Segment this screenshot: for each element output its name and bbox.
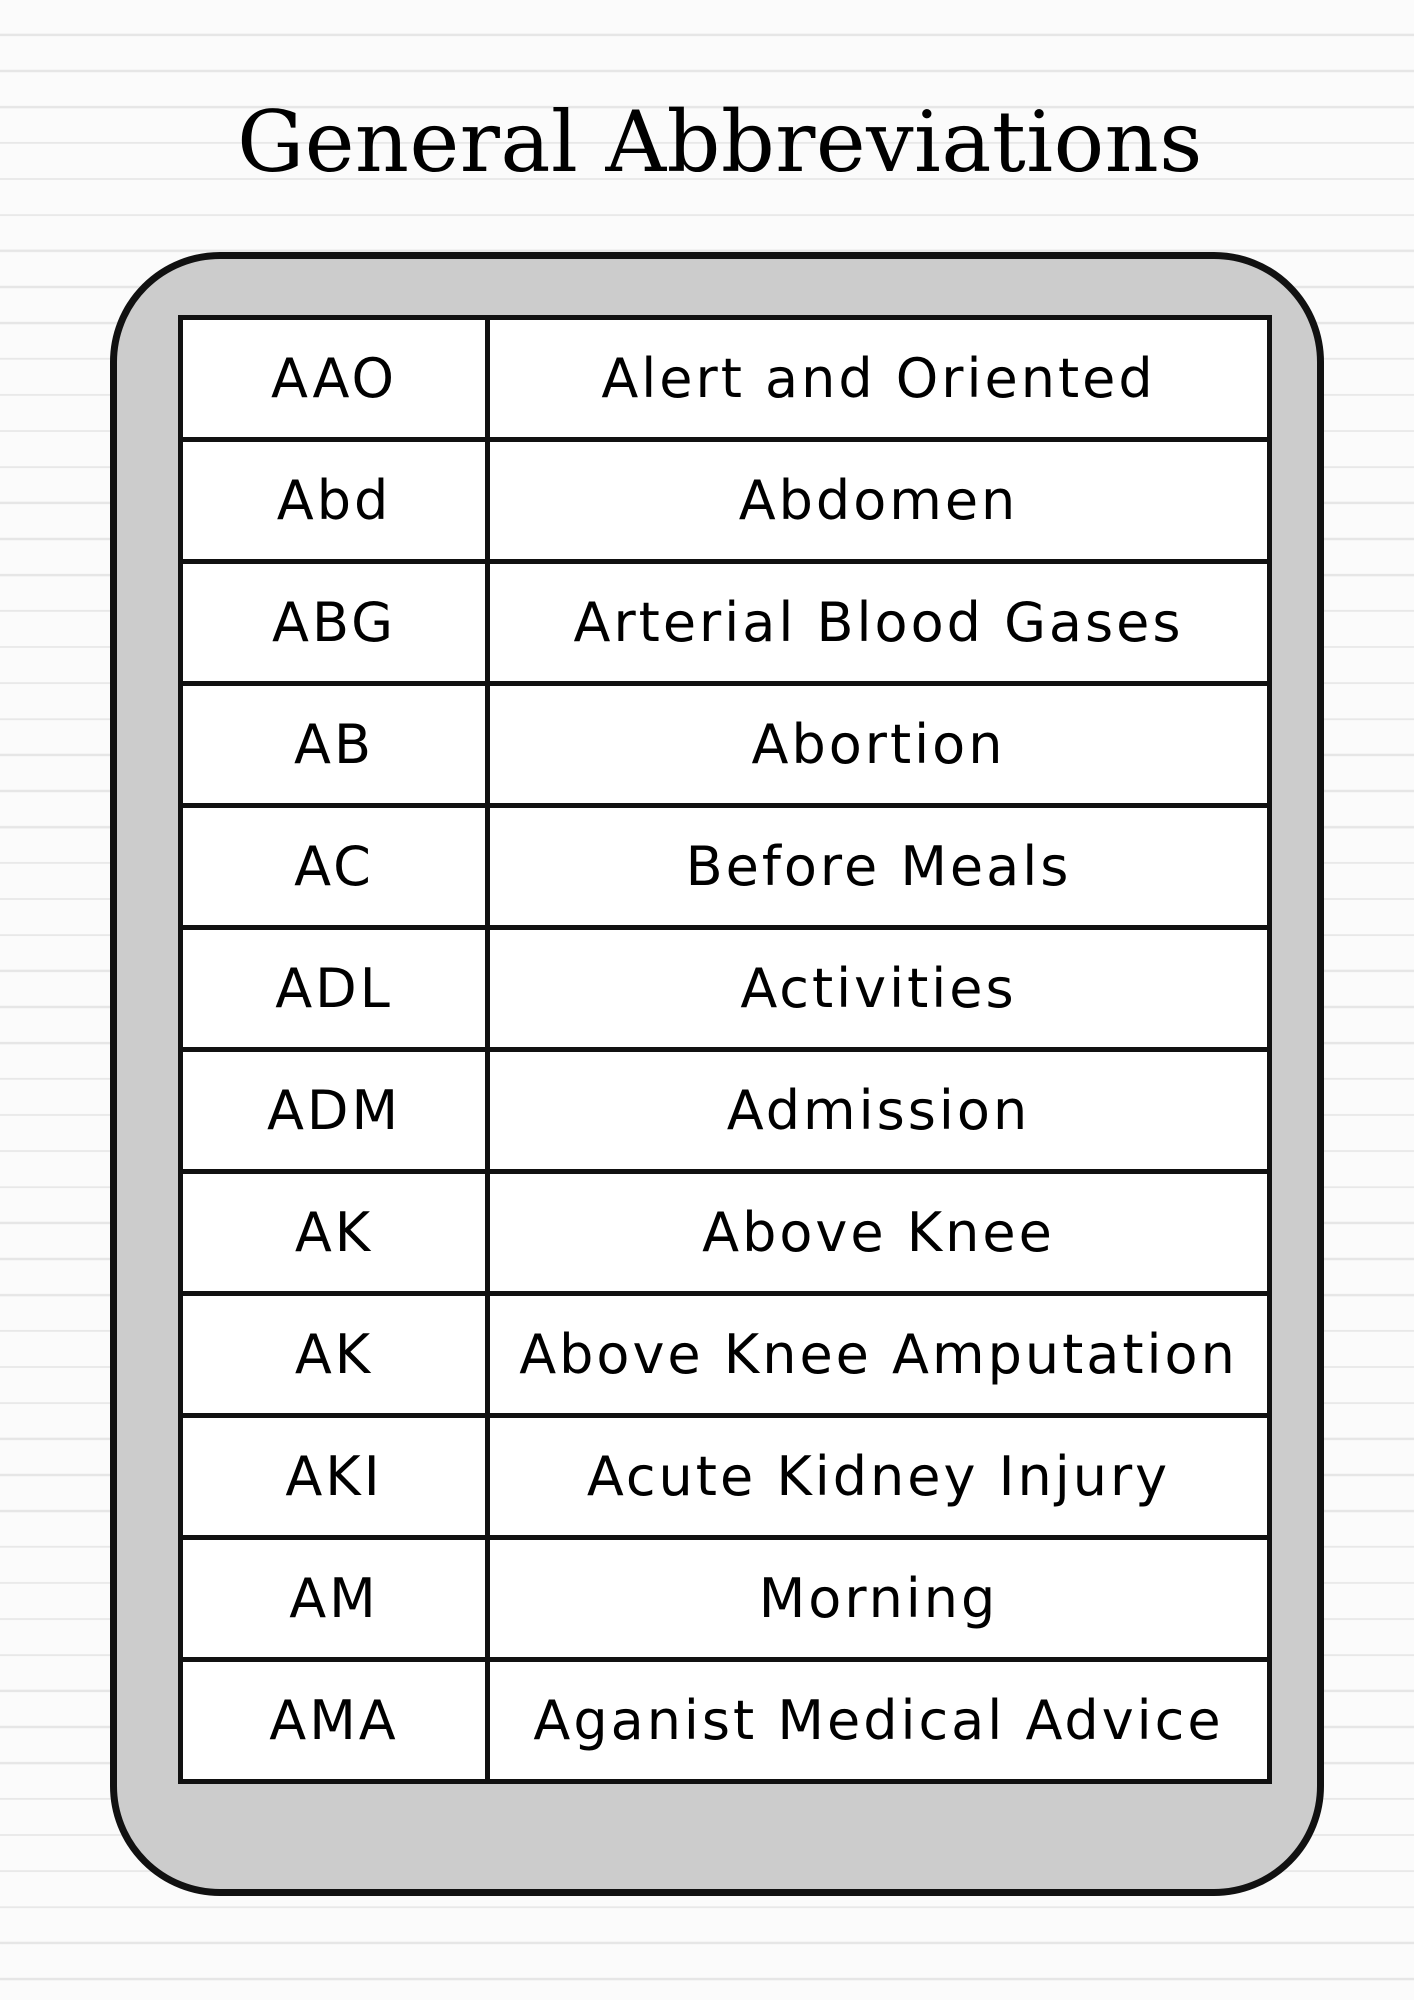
meaning-cell: Above Knee Amputation — [488, 1294, 1270, 1416]
table-row — [181, 318, 1270, 440]
abbreviation-cell: AK — [181, 1294, 488, 1416]
table-row — [181, 440, 1270, 562]
meaning-cell: Arterial Blood Gases — [488, 562, 1270, 684]
abbreviation-cell: ADM — [181, 1050, 488, 1172]
meaning-cell: Activities — [488, 928, 1270, 1050]
meaning-cell: Alert and Oriented — [488, 318, 1270, 440]
page-title: General Abbreviations — [237, 93, 1203, 191]
abbreviation-cell: AC — [181, 806, 488, 928]
meaning-cell: Aganist Medical Advice — [488, 1660, 1270, 1782]
abbreviation-cell: ADL — [181, 928, 488, 1050]
meaning-cell: Acute Kidney Injury — [488, 1416, 1270, 1538]
abbreviation-cell: AMA — [181, 1660, 488, 1782]
meaning-cell: Abdomen — [488, 440, 1270, 562]
meaning-cell: Morning — [488, 1538, 1270, 1660]
table-row — [181, 806, 1270, 928]
abbreviation-cell: Abd — [181, 440, 488, 562]
table-row — [181, 1050, 1270, 1172]
abbreviation-cell: AM — [181, 1538, 488, 1660]
table-row — [181, 562, 1270, 684]
abbreviations-table — [178, 315, 1272, 1784]
table-row — [181, 684, 1270, 806]
meaning-cell: Above Knee — [488, 1172, 1270, 1294]
abbreviation-cell: AAO — [181, 318, 488, 440]
table-row — [181, 1172, 1270, 1294]
meaning-cell: Before Meals — [488, 806, 1270, 928]
abbreviations-card — [110, 252, 1324, 1896]
abbreviations-table-body — [181, 318, 1270, 1782]
table-row — [181, 1416, 1270, 1538]
abbreviation-cell: AK — [181, 1172, 488, 1294]
table-row — [181, 1660, 1270, 1782]
abbreviation-cell: ABG — [181, 562, 488, 684]
table-row — [181, 1294, 1270, 1416]
table-row — [181, 1538, 1270, 1660]
meaning-cell: Abortion — [488, 684, 1270, 806]
abbreviation-cell: AKI — [181, 1416, 488, 1538]
abbreviation-cell: AB — [181, 684, 488, 806]
table-row — [181, 928, 1270, 1050]
meaning-cell: Admission — [488, 1050, 1270, 1172]
